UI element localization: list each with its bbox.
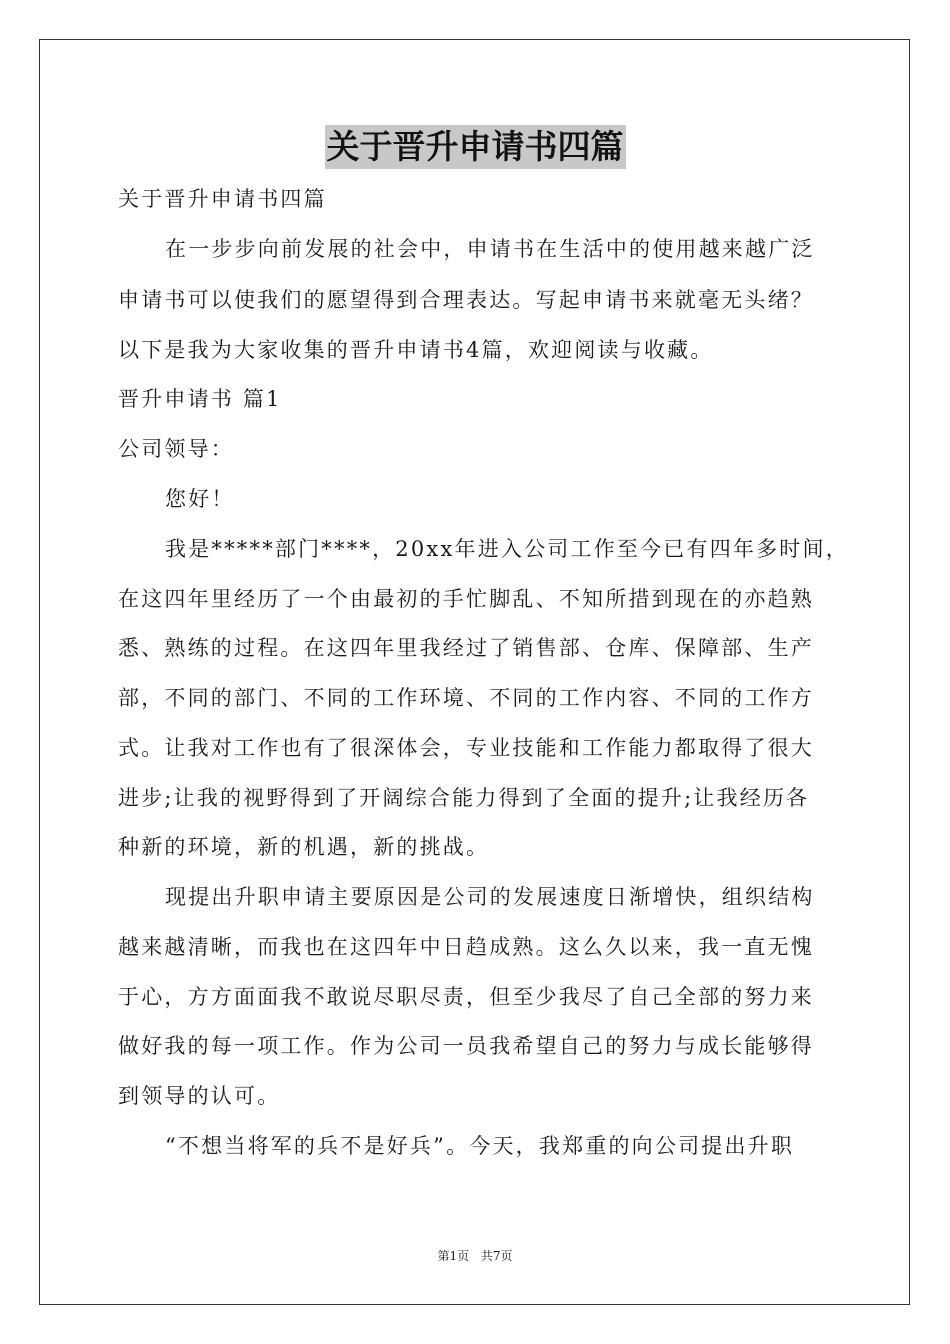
body-line: 我是*****部门****，20xx年进入公司工作至今已有四年多时间， <box>165 537 849 561</box>
body-line: 以下是我为大家收集的晋升申请书4篇，欢迎阅读与收藏。 <box>118 338 714 362</box>
section-heading: 晋升申请书 篇1 <box>118 387 282 411</box>
page-total: 共7页 <box>480 1249 513 1263</box>
salutation: 公司领导： <box>118 437 234 461</box>
page-border <box>39 39 910 1305</box>
body-line: “不想当将军的兵不是好兵”。今天，我郑重的向公司提出升职 <box>165 1134 795 1158</box>
body-line: 部，不同的部门、不同的工作环境、不同的工作内容、不同的工作方 <box>118 686 814 710</box>
document-title: 关于晋升申请书四篇 <box>325 125 626 169</box>
page-footer <box>0 1248 950 1264</box>
body-line: 在一步步向前发展的社会中，申请书在生活中的使用越来越广泛 <box>165 237 815 261</box>
body-line: 做好我的每一项工作。作为公司一员我希望自己的努力与成长能够得 <box>118 1034 814 1058</box>
body-line: 申请书可以使我们的愿望得到合理表达。写起申请书来就毫无头绪？ <box>118 288 814 312</box>
body-line: 式。让我对工作也有了很深体会，专业技能和工作能力都取得了很大 <box>118 736 814 760</box>
greeting: 您好！ <box>165 487 235 511</box>
subtitle-line: 关于晋升申请书四篇 <box>118 187 327 211</box>
body-line: 于心，方方面面我不敢说尽职尽责，但至少我尽了自己全部的努力来 <box>118 985 814 1009</box>
body-line: 进步;让我的视野得到了开阔综合能力得到了全面的提升;让我经历各 <box>118 786 810 810</box>
title-container <box>0 125 950 169</box>
body-line: 悉、熟练的过程。在这四年里我经过了销售部、仓库、保障部、生产 <box>118 636 814 660</box>
page-number: 第1页 <box>437 1249 470 1263</box>
body-line: 种新的环境，新的机遇，新的挑战。 <box>118 835 490 859</box>
body-line: 在这四年里经历了一个由最初的手忙脚乱、不知所措到现在的亦趋熟 <box>118 587 814 611</box>
body-line: 越来越清晰，而我也在这四年中日趋成熟。这么久以来，我一直无愧 <box>118 935 814 959</box>
body-line: 到领导的认可。 <box>118 1084 281 1108</box>
body-line: 现提出升职申请主要原因是公司的发展速度日渐增快，组织结构 <box>165 885 815 909</box>
